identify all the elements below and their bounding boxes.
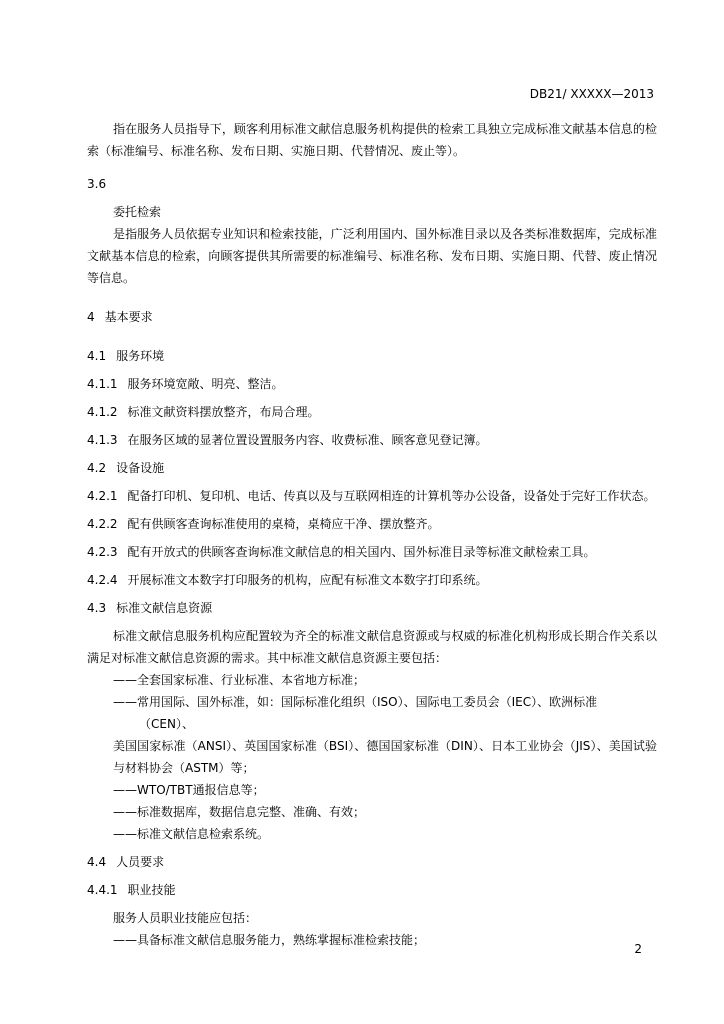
sec-4-3-title: 标准文献信息资源 [116,601,213,615]
sec-4-3-list-item-2a: ——常用国际、国外标准，如：国际标准化组织（ISO）、国际电工委员会（IEC）、欧洲标准 [113,695,598,709]
sec-4-1-1-text: 服务环境宽敞、明亮、整洁。 [127,377,284,391]
sec-4-2-2 [87,513,657,535]
sec-4-4-1-heading [87,879,657,901]
sec-4-1-2-text: 标准文献资料摆放整齐，布局合理。 [127,405,320,419]
sec-4-3-list-item-2c: 美国国家标准（ANSI）、英国国家标准（BSI）、德国国家标准（DIN）、日本工业协会（JIS）、美国试验与材料协会（ASTM）等； [113,739,657,775]
sec-4-2-number: 4.2 [87,461,107,475]
sec-4-1-heading [87,345,657,367]
sec-4-4-1-number: 4.4.1 [87,883,118,897]
sec-4-2-3-number: 4.2.3 [87,545,118,559]
sec-4-4-heading [87,851,657,873]
sec-4-2-4 [87,569,657,591]
sec-4-3-heading [87,597,657,619]
sec-4-2-heading [87,457,657,479]
sec-4-3-intro: 标准文献信息服务机构应配置较为齐全的标准文献信息资源或与权威的标准化机构形成长期合作关系以满足对标准文献信息资源的需求。其中标准文献信息资源主要包括： [87,629,657,665]
sec-4-4-title: 人员要求 [116,855,165,869]
sec-4-2-3-text: 配有开放式的供顾客查询标准文献信息的相关国内、国外标准目录等标准文献检索工具。 [127,545,596,559]
page-number: 2 [634,942,642,956]
sec-4-1-3 [87,429,657,451]
sec-4-2-2-number: 4.2.2 [87,517,118,531]
sec-4-1-3-number: 4.1.3 [87,433,118,447]
sec-4-2-1 [87,485,657,507]
sec-4-1-2-number: 4.1.2 [87,405,118,419]
sec-4-4-1-list-item-1: ——具备标准文献信息服务能力，熟练掌握标准检索技能； [113,933,426,947]
document-body [87,118,657,951]
sec-4-2-4-number: 4.2.4 [87,573,118,587]
sec-4-2-4-text: 开展标准文本数字打印服务的机构，应配有标准文本数字打印系统。 [127,573,488,587]
sec-4-3-list-item-3: ——WTO/TBT通报信息等； [113,783,265,797]
sec-3-6-term: 委托检索 [113,205,162,219]
sec-4-number: 4 [87,310,95,324]
sec-4-3-list-item-2b [87,713,657,735]
sec-4-3-list-item-5: ——标准文献信息检索系统。 [113,827,270,841]
sec-4-heading [87,306,657,328]
sec-4-2-title: 设备设施 [116,461,165,475]
sec-4-1-3-text: 在服务区域的显著位置设置服务内容、收费标准、顾客意见登记簿。 [127,433,488,447]
sec-4-4-1-title: 职业技能 [127,883,176,897]
sec-4-1-2 [87,401,657,423]
sec-4-2-3 [87,541,657,563]
sec-4-2-1-number: 4.2.1 [87,489,118,503]
sec-3-5-paragraph: 指在服务人员指导下，顾客利用标准文献信息服务机构提供的检索工具独立完成标准文献基本信息的检索（标准编号、标准名称、发布日期、实施日期、代替情况、废止等）。 [87,122,657,158]
sec-4-title: 基本要求 [104,310,153,324]
sec-4-1-1-number: 4.1.1 [87,377,118,391]
sec-4-3-number: 4.3 [87,601,107,615]
sec-4-3-list-item-4: ——标准数据库，数据信息完整、准确、有效； [113,805,366,819]
sec-3-6-definition: 是指服务人员依据专业知识和检索技能，广泛利用国内、国外标准目录以及各类标准数据库，完成标准文献基本信息的检索，向顾客提供其所需要的标准编号、标准名称、发布日期、实施日期、代替、废止情况等信息。 [87,227,657,285]
sec-4-4-1-intro: 服务人员职业技能应包括： [113,911,258,925]
sec-4-2-2-text: 配有供顾客查询标准使用的桌椅，桌椅应干净、摆放整齐。 [127,517,440,531]
sec-4-3-list-item-2b-text: （CEN）、 [139,717,194,731]
sec-3-6-number: 3.6 [87,177,107,191]
sec-4-3-list-item-1: ——全套国家标准、行业标准、本省地方标准； [113,673,366,687]
sec-4-1-1 [87,373,657,395]
sec-4-1-number: 4.1 [87,349,107,363]
sec-4-4-number: 4.4 [87,855,107,869]
standard-code-header: DB21/ XXXXX—2013 [529,87,654,101]
sec-4-1-title: 服务环境 [116,349,165,363]
sec-4-2-1-text: 配备打印机、复印机、电话、传真以及与互联网相连的计算机等办公设备，设备处于完好工作状态。 [127,489,656,503]
